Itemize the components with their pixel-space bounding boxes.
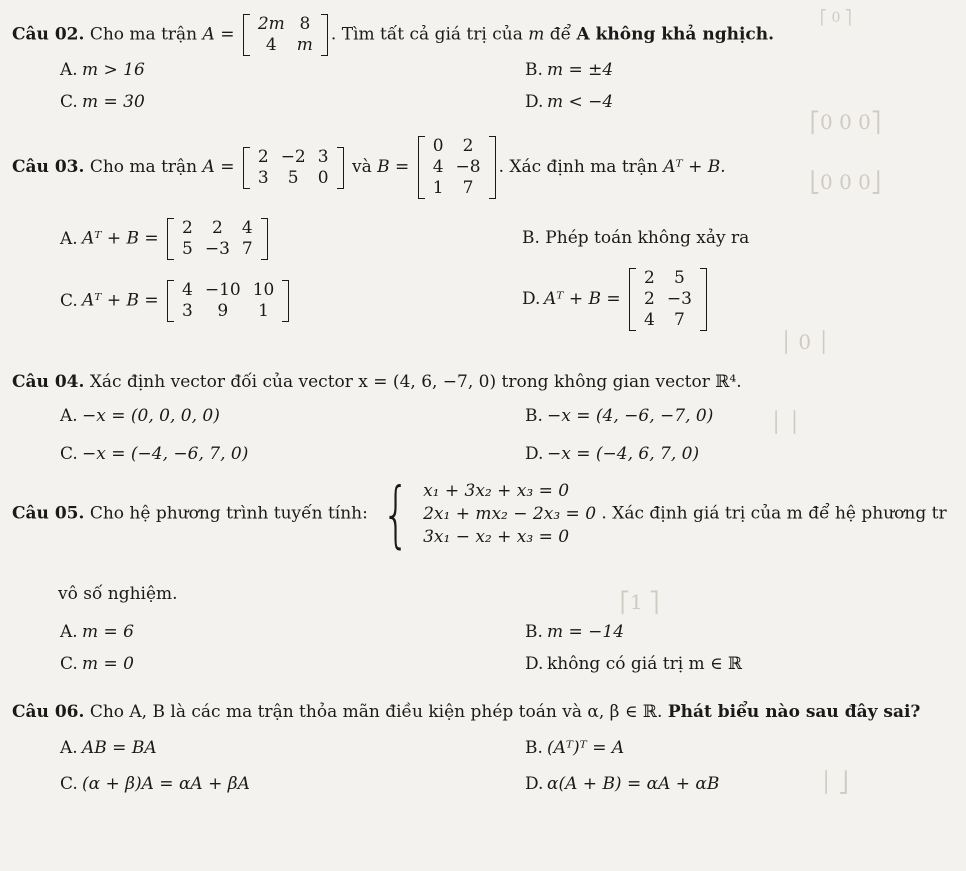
matrix-row: [176, 280, 280, 301]
option-matrix: [167, 218, 268, 260]
stem-text: . Tìm tất cả giá trị của: [330, 24, 523, 45]
bleed-through-mark: ⎡0 0 0⎤: [810, 110, 881, 134]
option-a[interactable]: A. −x = (0, 0, 0, 0): [60, 406, 220, 426]
bleed-through-mark: │ │: [770, 410, 801, 434]
stem-text: Cho A, B là các ma trận thỏa mãn điều kiện phép toán và α, β ∈ ℝ.: [89, 702, 663, 722]
matrix-B: [418, 136, 496, 199]
matrix-row: [176, 301, 280, 322]
matrix-name: A =: [202, 24, 235, 45]
matrix-cell: m: [296, 35, 313, 55]
question-02-stem: [12, 14, 774, 56]
matrix-cell: 10: [252, 280, 275, 300]
option-b[interactable]: B. −x = (4, −6, −7, 0): [525, 406, 714, 426]
option-a[interactable]: A. m > 16: [60, 60, 145, 80]
stem-text: Xác định vector đối của vector x = (4, 6, −7, 0) trong không gian vector ℝ⁴.: [89, 372, 742, 392]
option-c[interactable]: C. m = 0: [60, 654, 134, 674]
question-number: Câu 02.: [12, 24, 85, 45]
system-brace: {: [382, 472, 410, 556]
matrix-name: A =: [202, 157, 235, 177]
bleed-through-mark: │ ⎦: [820, 770, 849, 794]
option-c[interactable]: C. m = 30: [60, 92, 145, 112]
matrix-cell: 2: [211, 218, 223, 238]
matrix-row: [638, 289, 698, 310]
option-c[interactable]: C. −x = (−4, −6, 7, 0): [60, 444, 249, 464]
bleed-through-mark: ⎣0 0 0⎦: [810, 170, 881, 194]
matrix-cell: −10: [204, 280, 241, 300]
matrix-row: [176, 218, 259, 239]
stem-continuation: vô số nghiệm.: [58, 584, 178, 604]
option-d[interactable]: D. không có giá trị m ∈ ℝ: [525, 654, 743, 674]
matrix-cell: 7: [673, 310, 685, 330]
question-05-stem: [12, 472, 947, 556]
equation-1: x₁ + 3x₂ + x₃ = 0: [423, 480, 570, 501]
matrix-cell: −2: [280, 146, 306, 167]
option-a[interactable]: A. m = 6: [60, 622, 134, 642]
equation-3: 3x₁ − x₂ + x₃ = 0: [423, 526, 570, 547]
option-matrix: [167, 280, 289, 322]
stem-text: . Xác định ma trận: [498, 157, 658, 177]
matrix-cell: 9: [217, 301, 229, 321]
stem-emphasis: A không khả nghịch.: [576, 24, 775, 45]
matrix-row: [638, 310, 698, 331]
question-03-stem: [12, 136, 726, 199]
matrix-cell: 7: [241, 239, 253, 259]
option-a[interactable]: A. AB = BA: [60, 738, 157, 758]
stem-text: và: [351, 157, 372, 177]
question-number: Câu 03.: [12, 157, 85, 177]
matrix-cell: 3: [317, 146, 329, 167]
matrix-cell: 7: [462, 178, 474, 198]
matrix-cell: 3: [182, 301, 193, 321]
matrix-cell: 0: [432, 136, 444, 156]
bleed-through-mark: ⎡1 ⎤: [620, 590, 660, 614]
option-b[interactable]: B. Phép toán không xảy ra: [522, 228, 750, 248]
matrix-cell: 4: [432, 157, 444, 177]
option-c[interactable]: C. Aᵀ + B = 4 −10 10 3 9 1: [60, 280, 292, 322]
matrix-row: [252, 168, 335, 189]
matrix-row: [176, 239, 259, 260]
matrix-cell: 8: [299, 14, 311, 34]
option-d[interactable]: D. α(A + B) = αA + αB: [525, 774, 720, 794]
matrix-cell: 2: [462, 136, 474, 156]
matrix-cell: 4: [644, 310, 655, 330]
matrix-cell: 2m: [257, 14, 285, 34]
option-b[interactable]: B. m = −14: [525, 622, 625, 642]
question-number: Câu 06.: [12, 702, 85, 722]
stem-text: Cho ma trận: [89, 24, 198, 45]
stem-text: . Xác định giá trị của m để hệ phương tr: [601, 503, 947, 524]
matrix-row: [252, 35, 319, 56]
matrix-row: [427, 157, 487, 178]
matrix-cell: −3: [666, 289, 692, 309]
equation-system: [373, 472, 597, 556]
matrix-cell: −3: [204, 239, 230, 259]
equation-2: 2x₁ + mx₂ − 2x₃ = 0: [423, 503, 597, 524]
question-04-stem: [12, 372, 742, 392]
matrix-cell: 4: [265, 35, 277, 55]
option-d[interactable]: D. Aᵀ + B = 2 5 2 −3 4 7: [522, 268, 710, 331]
matrix-row: [427, 178, 487, 199]
bleed-through-mark: │ 0 │: [780, 330, 830, 354]
matrix-cell: 4: [241, 218, 253, 238]
matrix-row: [427, 136, 487, 157]
expression: Aᵀ + B.: [663, 157, 726, 177]
matrix-name: B =: [377, 157, 410, 177]
question-number: Câu 05.: [12, 503, 85, 524]
matrix-cell: 2: [644, 268, 655, 288]
matrix-cell: 3: [257, 167, 269, 188]
matrix-row: [252, 14, 319, 35]
stem-text: Cho ma trận: [89, 157, 198, 177]
option-b[interactable]: B. (Aᵀ)ᵀ = A: [525, 738, 625, 758]
matrix-cell: 5: [287, 167, 299, 188]
matrix-row: [638, 268, 698, 289]
option-c[interactable]: C. (α + β)A = αA + βA: [60, 774, 250, 794]
matrix-cell: 0: [317, 167, 329, 188]
stem-text: Cho hệ phương trình tuyến tính:: [89, 503, 368, 524]
stem-text: để: [549, 24, 572, 45]
matrix-cell: 5: [182, 239, 193, 259]
matrix-A: [243, 14, 328, 56]
option-a[interactable]: A. Aᵀ + B = 2 2 4 5 −3 7: [60, 218, 271, 260]
matrix-cell: 5: [673, 268, 685, 288]
matrix-cell: −8: [455, 157, 481, 177]
bleed-through-mark: ⎡ 0 ⎤: [820, 10, 852, 26]
option-matrix: [629, 268, 707, 331]
matrix-row: [252, 147, 335, 168]
question-06-stem: [12, 702, 920, 722]
matrix-A: [243, 147, 344, 189]
matrix-cell: 1: [258, 301, 269, 321]
option-d[interactable]: D. m < −4: [525, 92, 614, 112]
matrix-cell: 1: [432, 178, 444, 198]
variable: m: [528, 24, 545, 45]
matrix-cell: 2: [257, 146, 269, 167]
stem-emphasis: Phát biểu nào sau đây sai?: [667, 702, 921, 722]
matrix-cell: 2: [644, 289, 655, 309]
option-d[interactable]: D. −x = (−4, 6, 7, 0): [525, 444, 700, 464]
matrix-cell: 4: [182, 280, 193, 300]
matrix-cell: 2: [182, 218, 193, 238]
question-number: Câu 04.: [12, 372, 85, 392]
option-b[interactable]: B. m = ±4: [525, 60, 614, 80]
